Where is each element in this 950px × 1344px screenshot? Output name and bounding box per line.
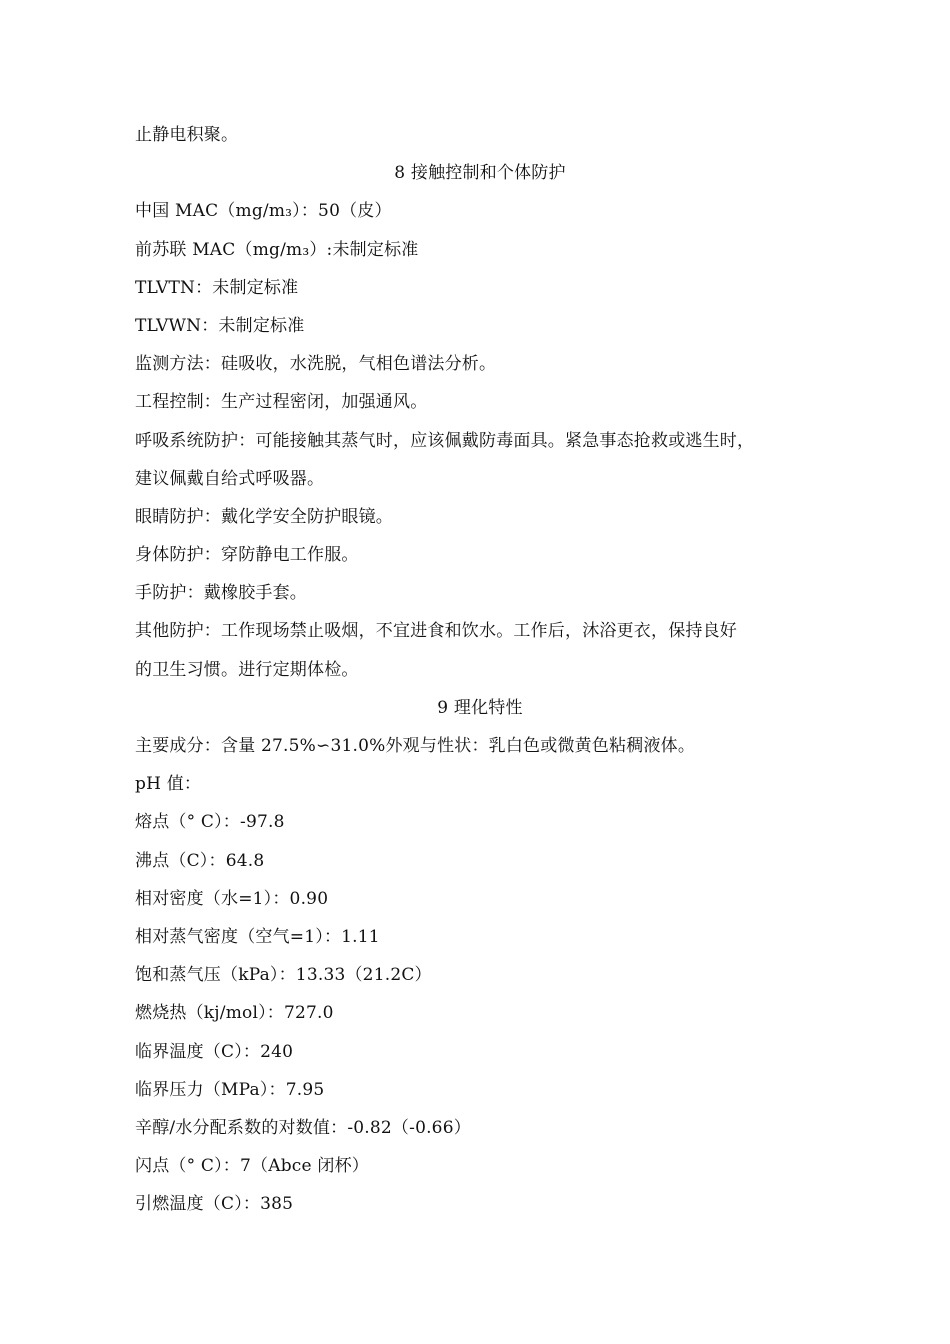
text-line: 止静电积聚。 <box>135 125 239 145</box>
section-heading-8: 8 接触控制和个体防护 <box>394 163 566 184</box>
text-line: 辛醇/水分配系数的对数值：-0.82（-0.66） <box>135 1117 471 1138</box>
text-line: 沸点（C）：64.8 <box>135 850 265 871</box>
text-line: 呼吸系统防护：可能接触其蒸气时，应该佩戴防毒面具。紧急事态抢救或逃生时， <box>135 430 755 451</box>
text-line: TLVTN：未制定标准 <box>135 277 299 298</box>
text-line: 相对蒸气密度（空气=1）：1.11 <box>135 926 380 947</box>
text-line: 闪点（° C）：7（Abce 闭杯） <box>135 1156 369 1177</box>
text-line: 眼睛防护：戴化学安全防护眼镜。 <box>135 506 393 527</box>
text-line: 临界压力（MPa）：7.95 <box>135 1079 325 1100</box>
text-line: 燃烧热（kj/mol）：727.0 <box>135 1003 334 1024</box>
text-line: 前苏联 MAC（mg/m₃）:未制定标准 <box>135 239 419 260</box>
text-line: 引燃温度（C）：385 <box>135 1194 294 1215</box>
text-line: 监测方法：硅吸收，水洗脱，气相色谱法分析。 <box>135 354 497 375</box>
text-line: 的卫生习惯。进行定期体检。 <box>135 659 359 680</box>
text-line: 临界温度（C）：240 <box>135 1041 294 1062</box>
text-line: 工程控制：生产过程密闭，加强通风。 <box>135 392 428 413</box>
text-line: 其他防护：工作现场禁止吸烟，不宜进食和饮水。工作后，沐浴更衣，保持良好 <box>135 621 737 642</box>
text-line: 饱和蒸气压（kPa）：13.33（21.2C） <box>135 965 432 986</box>
text-line: 建议佩戴自给式呼吸器。 <box>135 468 325 489</box>
text-line: pH 值： <box>135 774 202 795</box>
text-line: 熔点（° C）：-97.8 <box>135 812 285 833</box>
text-line: 中国 MAC（mg/m₃）：50（皮） <box>135 201 392 222</box>
text-line: 身体防护：穿防静电工作服。 <box>135 545 359 566</box>
text-line: 手防护：戴橡胶手套。 <box>135 583 307 604</box>
text-line: 相对密度（水=1）：0.90 <box>135 888 329 909</box>
text-line: TLVWN：未制定标准 <box>135 315 305 336</box>
section-heading-9: 9 理化特性 <box>437 697 523 718</box>
document-body <box>135 116 825 1223</box>
text-line: 主要成分：含量 27.5%∽31.0%外观与性状：乳白色或微黄色粘稠液体。 <box>135 736 696 756</box>
